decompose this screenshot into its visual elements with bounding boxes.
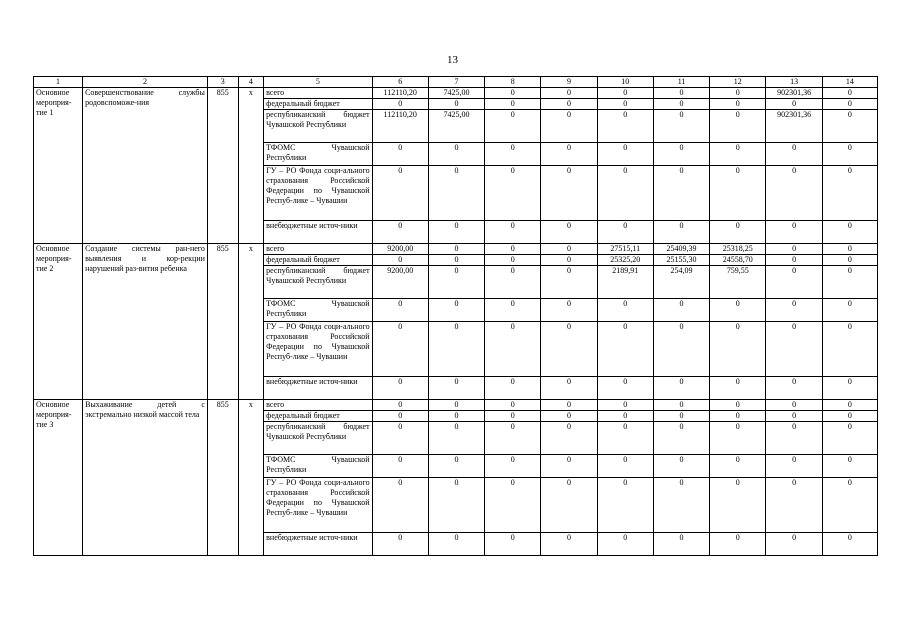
code-cell: 855 xyxy=(207,88,238,244)
funding-source-cell: ТФОМС Чувашской Республики xyxy=(264,299,372,322)
page-number: 13 xyxy=(447,54,458,66)
value-cell: 0 xyxy=(766,244,822,255)
value-cell: 902301,36 xyxy=(766,110,822,143)
column-header: 9 xyxy=(541,77,597,88)
value-cell: 0 xyxy=(822,255,877,266)
column-header: 4 xyxy=(238,77,264,88)
value-cell: 0 xyxy=(597,478,653,533)
funding-source-cell: федеральный бюджет xyxy=(264,411,372,422)
column-header: 3 xyxy=(207,77,238,88)
value-cell: 0 xyxy=(428,266,484,299)
value-cell: 0 xyxy=(485,244,541,255)
value-cell: 0 xyxy=(822,88,877,99)
value-cell: 0 xyxy=(653,400,709,411)
value-cell: 0 xyxy=(597,411,653,422)
value-cell: 0 xyxy=(597,533,653,556)
value-cell: 0 xyxy=(428,299,484,322)
value-cell: 0 xyxy=(822,244,877,255)
funding-source-cell: республиканский бюджет Чувашской Республики xyxy=(264,266,372,299)
value-cell: 0 xyxy=(653,455,709,478)
value-cell: 0 xyxy=(428,411,484,422)
value-cell: 0 xyxy=(653,143,709,166)
funding-source-cell: внебюджетные источ-ники xyxy=(264,221,372,244)
column-header-row xyxy=(34,77,878,88)
value-cell: 0 xyxy=(428,533,484,556)
value-cell: 0 xyxy=(597,110,653,143)
value-cell: 0 xyxy=(766,478,822,533)
value-cell: 0 xyxy=(541,478,597,533)
value-cell: 0 xyxy=(653,322,709,377)
value-cell: 0 xyxy=(597,299,653,322)
value-cell: 0 xyxy=(372,299,428,322)
funding-source-cell: республиканский бюджет Чувашской Республики xyxy=(264,422,372,455)
mark-cell: x xyxy=(238,400,264,556)
value-cell: 0 xyxy=(541,266,597,299)
value-cell: 0 xyxy=(428,455,484,478)
column-header: 14 xyxy=(822,77,877,88)
value-cell: 0 xyxy=(822,266,877,299)
value-cell: 0 xyxy=(822,377,877,400)
value-cell: 0 xyxy=(822,143,877,166)
value-cell: 0 xyxy=(766,533,822,556)
column-header: 12 xyxy=(710,77,766,88)
value-cell: 25155,30 xyxy=(653,255,709,266)
value-cell: 0 xyxy=(710,88,766,99)
table-row xyxy=(34,88,878,99)
value-cell: 0 xyxy=(822,422,877,455)
value-cell: 0 xyxy=(485,455,541,478)
value-cell: 0 xyxy=(485,411,541,422)
funding-source-cell: федеральный бюджет xyxy=(264,99,372,110)
value-cell: 0 xyxy=(822,221,877,244)
value-cell: 0 xyxy=(822,99,877,110)
value-cell: 0 xyxy=(428,322,484,377)
value-cell: 0 xyxy=(541,244,597,255)
value-cell: 0 xyxy=(428,422,484,455)
value-cell: 0 xyxy=(541,255,597,266)
value-cell: 0 xyxy=(541,422,597,455)
value-cell: 0 xyxy=(485,322,541,377)
value-cell: 0 xyxy=(710,422,766,455)
column-header: 10 xyxy=(597,77,653,88)
value-cell: 9200,00 xyxy=(372,244,428,255)
value-cell: 0 xyxy=(822,322,877,377)
value-cell: 0 xyxy=(372,143,428,166)
value-cell: 0 xyxy=(597,322,653,377)
value-cell: 0 xyxy=(541,221,597,244)
value-cell: 2189,91 xyxy=(597,266,653,299)
value-cell: 0 xyxy=(766,99,822,110)
funding-source-cell: всего xyxy=(264,244,372,255)
value-cell: 0 xyxy=(653,377,709,400)
value-cell: 0 xyxy=(766,266,822,299)
value-cell: 0 xyxy=(710,299,766,322)
measure-cell: Основное мероприя-тие 2 xyxy=(34,244,83,400)
value-cell: 0 xyxy=(766,255,822,266)
value-cell: 0 xyxy=(710,322,766,377)
value-cell: 0 xyxy=(766,221,822,244)
value-cell: 0 xyxy=(485,377,541,400)
value-cell: 0 xyxy=(372,255,428,266)
funding-source-cell: внебюджетные источ-ники xyxy=(264,533,372,556)
table-row xyxy=(34,400,878,411)
value-cell: 0 xyxy=(428,400,484,411)
value-cell: 0 xyxy=(766,411,822,422)
value-cell: 0 xyxy=(766,455,822,478)
column-header: 2 xyxy=(83,77,208,88)
funding-source-cell: всего xyxy=(264,400,372,411)
value-cell: 0 xyxy=(597,455,653,478)
value-cell: 0 xyxy=(485,255,541,266)
funding-source-cell: внебюджетные источ-ники xyxy=(264,377,372,400)
value-cell: 0 xyxy=(541,400,597,411)
value-cell: 25409,39 xyxy=(653,244,709,255)
value-cell: 0 xyxy=(822,110,877,143)
value-cell: 7425,00 xyxy=(428,110,484,143)
value-cell: 0 xyxy=(653,299,709,322)
measure-name-cell: Создание системы ран-него выявления и кор-рекции нарушений раз-вития ребенка xyxy=(83,244,208,400)
value-cell: 0 xyxy=(766,400,822,411)
value-cell: 0 xyxy=(541,377,597,400)
value-cell: 0 xyxy=(485,88,541,99)
measure-name-cell: Совершенствование службы родовспоможе-ния xyxy=(83,88,208,244)
value-cell: 0 xyxy=(541,88,597,99)
code-cell: 855 xyxy=(207,244,238,400)
value-cell: 0 xyxy=(428,255,484,266)
value-cell: 0 xyxy=(822,533,877,556)
value-cell: 902301,36 xyxy=(766,88,822,99)
value-cell: 0 xyxy=(485,221,541,244)
funding-source-cell: республиканский бюджет Чувашской Республики xyxy=(264,110,372,143)
funding-source-cell: ГУ – РО Фонда соци-ального страхования Российской Федерации по Чувашской Респуб-лике – Чувашии xyxy=(264,478,372,533)
value-cell: 0 xyxy=(822,299,877,322)
value-cell: 0 xyxy=(541,411,597,422)
column-header: 1 xyxy=(34,77,83,88)
value-cell: 0 xyxy=(653,533,709,556)
value-cell: 0 xyxy=(372,400,428,411)
value-cell: 0 xyxy=(485,299,541,322)
value-cell: 0 xyxy=(485,266,541,299)
value-cell: 0 xyxy=(597,88,653,99)
value-cell: 0 xyxy=(710,533,766,556)
value-cell: 0 xyxy=(822,478,877,533)
value-cell: 0 xyxy=(710,478,766,533)
funding-source-cell: всего xyxy=(264,88,372,99)
value-cell: 0 xyxy=(372,99,428,110)
mark-cell: x xyxy=(238,244,264,400)
column-header: 5 xyxy=(264,77,372,88)
value-cell: 0 xyxy=(653,88,709,99)
value-cell: 0 xyxy=(541,99,597,110)
value-cell: 0 xyxy=(710,166,766,221)
value-cell: 0 xyxy=(541,166,597,221)
value-cell: 0 xyxy=(710,221,766,244)
value-cell: 0 xyxy=(653,99,709,110)
value-cell: 0 xyxy=(597,166,653,221)
value-cell: 254,09 xyxy=(653,266,709,299)
value-cell: 0 xyxy=(653,110,709,143)
value-cell: 9200,00 xyxy=(372,266,428,299)
value-cell: 0 xyxy=(372,322,428,377)
value-cell: 0 xyxy=(822,400,877,411)
value-cell: 0 xyxy=(428,478,484,533)
value-cell: 0 xyxy=(766,322,822,377)
column-header: 13 xyxy=(766,77,822,88)
value-cell: 0 xyxy=(653,478,709,533)
value-cell: 0 xyxy=(541,533,597,556)
value-cell: 759,55 xyxy=(710,266,766,299)
value-cell: 112110,20 xyxy=(372,88,428,99)
funding-source-cell: ГУ – РО Фонда соци-ального страхования Российской Федерации по Чувашской Респуб-лике – Чувашии xyxy=(264,322,372,377)
value-cell: 0 xyxy=(710,99,766,110)
value-cell: 0 xyxy=(485,400,541,411)
value-cell: 0 xyxy=(485,422,541,455)
value-cell: 0 xyxy=(541,143,597,166)
value-cell: 7425,00 xyxy=(428,88,484,99)
value-cell: 0 xyxy=(428,99,484,110)
value-cell: 0 xyxy=(766,166,822,221)
value-cell: 0 xyxy=(766,422,822,455)
value-cell: 0 xyxy=(597,99,653,110)
value-cell: 0 xyxy=(372,411,428,422)
funding-source-cell: ТФОМС Чувашской Республики xyxy=(264,455,372,478)
value-cell: 0 xyxy=(485,110,541,143)
value-cell: 0 xyxy=(428,244,484,255)
value-cell: 0 xyxy=(485,533,541,556)
value-cell: 0 xyxy=(597,221,653,244)
value-cell: 0 xyxy=(541,322,597,377)
value-cell: 0 xyxy=(372,377,428,400)
value-cell: 0 xyxy=(653,166,709,221)
value-cell: 24558,70 xyxy=(710,255,766,266)
column-header: 11 xyxy=(653,77,709,88)
value-cell: 0 xyxy=(372,422,428,455)
value-cell: 0 xyxy=(653,422,709,455)
value-cell: 0 xyxy=(541,299,597,322)
value-cell: 0 xyxy=(372,478,428,533)
mark-cell: x xyxy=(238,88,264,244)
value-cell: 27515,11 xyxy=(597,244,653,255)
value-cell: 0 xyxy=(822,411,877,422)
value-cell: 0 xyxy=(485,99,541,110)
value-cell: 0 xyxy=(822,455,877,478)
value-cell: 25318,25 xyxy=(710,244,766,255)
value-cell: 0 xyxy=(653,411,709,422)
value-cell: 0 xyxy=(372,221,428,244)
value-cell: 0 xyxy=(766,299,822,322)
column-header: 7 xyxy=(428,77,484,88)
value-cell: 0 xyxy=(653,221,709,244)
value-cell: 0 xyxy=(822,166,877,221)
value-cell: 0 xyxy=(710,377,766,400)
value-cell: 0 xyxy=(597,422,653,455)
value-cell: 0 xyxy=(372,166,428,221)
value-cell: 0 xyxy=(428,221,484,244)
value-cell: 0 xyxy=(485,166,541,221)
value-cell: 0 xyxy=(710,455,766,478)
value-cell: 0 xyxy=(485,478,541,533)
measure-name-cell: Выхаживание детей с экстремально низкой массой тела xyxy=(83,400,208,556)
budget-table xyxy=(33,76,878,556)
table-row xyxy=(34,244,878,255)
value-cell: 0 xyxy=(710,110,766,143)
value-cell: 0 xyxy=(428,166,484,221)
measure-cell: Основное мероприя-тие 1 xyxy=(34,88,83,244)
funding-source-cell: ГУ – РО Фонда соци-ального страхования Российской Федерации по Чувашской Респуб-лике – Чувашии xyxy=(264,166,372,221)
value-cell: 0 xyxy=(428,377,484,400)
value-cell: 0 xyxy=(710,143,766,166)
value-cell: 0 xyxy=(372,455,428,478)
value-cell: 0 xyxy=(372,533,428,556)
value-cell: 0 xyxy=(541,455,597,478)
measure-cell: Основное мероприя-тие 3 xyxy=(34,400,83,556)
value-cell: 0 xyxy=(597,377,653,400)
value-cell: 0 xyxy=(541,110,597,143)
value-cell: 0 xyxy=(710,400,766,411)
value-cell: 0 xyxy=(485,143,541,166)
column-header: 6 xyxy=(372,77,428,88)
code-cell: 855 xyxy=(207,400,238,556)
value-cell: 0 xyxy=(710,411,766,422)
value-cell: 0 xyxy=(597,400,653,411)
funding-source-cell: ТФОМС Чувашской Республики xyxy=(264,143,372,166)
funding-source-cell: федеральный бюджет xyxy=(264,255,372,266)
value-cell: 0 xyxy=(597,143,653,166)
column-header: 8 xyxy=(485,77,541,88)
value-cell: 0 xyxy=(766,143,822,166)
value-cell: 0 xyxy=(428,143,484,166)
value-cell: 0 xyxy=(766,377,822,400)
value-cell: 25325,20 xyxy=(597,255,653,266)
value-cell: 112110,20 xyxy=(372,110,428,143)
